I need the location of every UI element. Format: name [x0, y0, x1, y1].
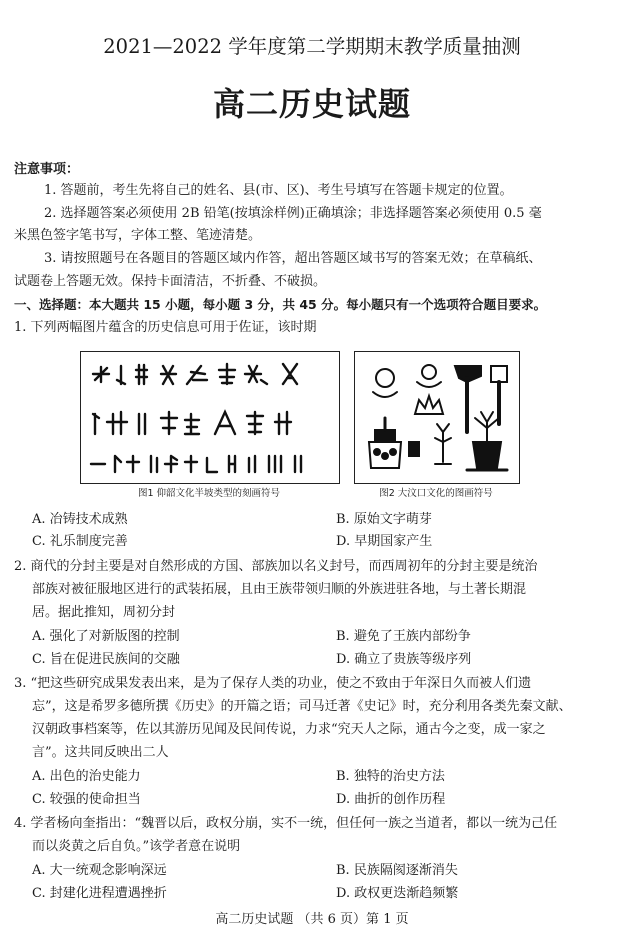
pictograph-symbols-icon	[355, 352, 519, 483]
q4-line-1: 4. 学者杨向奎指出：“魏晋以后，政权分崩，实不一统，但任何一族之当道者，都以一统为己任	[14, 816, 558, 831]
q3-line-2: 忘”，这是希罗多德所撰《历史》的开篇之语；司马迁著《史记》时，充分利用各类先秦文献、	[32, 699, 572, 714]
figure-1-caption: 图1 仰韶文化半坡类型的刻画符号	[137, 488, 281, 499]
figure-1-carved-symbols	[80, 351, 340, 484]
q2-option-b[interactable]: B. 避免了王族内部纷争	[336, 629, 471, 644]
exam-name: 2021—2022 学年度第二学期期末教学质量抽测	[103, 35, 521, 58]
carved-symbols-icon	[81, 352, 339, 483]
figure-2-pictographs	[354, 351, 520, 484]
q3-line-4: 言”。这共同反映出二人	[32, 745, 169, 760]
q2-option-c[interactable]: C. 旨在促进民族间的交融	[32, 652, 180, 667]
q4-option-b[interactable]: B. 民族隔阂逐渐消失	[336, 863, 458, 878]
figure-2-caption: 图2 大汶口文化的图画符号	[379, 488, 493, 499]
q3-option-d[interactable]: D. 曲折的创作历程	[336, 792, 446, 807]
q1-option-a[interactable]: A. 冶铸技术成熟	[32, 512, 128, 527]
q4-option-c[interactable]: C. 封建化进程遭遇挫折	[32, 886, 167, 901]
section-heading: 一、选择题：本大题共 15 小题，每小题 3 分，共 45 分。每小题只有一个选项符合题目要求。	[14, 297, 547, 312]
q1-option-b[interactable]: B. 原始文字萌芽	[336, 512, 432, 527]
q2-line-3: 居。据此推知，周初分封	[32, 605, 176, 620]
q3-line-3: 汉朝政事档案等，佐以其游历见闻及民间传说，力求“究天人之际，通古今之变，成一家之	[32, 722, 546, 737]
page-footer: 高二历史试题 （共 6 页）第 1 页	[215, 912, 409, 927]
q4-option-d[interactable]: D. 政权更迭渐趋频繁	[336, 886, 459, 901]
notice-item-3-line-1: 3. 请按照题号在各题目的答题区域内作答，超出答题区域书写的答案无效；在草稿纸、	[44, 251, 542, 266]
q1-stem: 1. 下列两幅图片蕴含的历史信息可用于佐证，该时期	[14, 320, 317, 335]
q4-line-2: 而以炎黄之后自负。”该学者意在说明	[32, 839, 241, 854]
notice-heading: 注意事项：	[14, 162, 80, 177]
q1-option-d[interactable]: D. 早期国家产生	[336, 534, 433, 549]
q1-option-c[interactable]: C. 礼乐制度完善	[32, 534, 128, 549]
q2-line-1: 2. 商代的分封主要是对自然形成的方国、部族加以名义封号，而西周初年的分封主要是统治	[14, 559, 538, 574]
subject-title: 高二历史试题	[212, 85, 411, 123]
q3-line-1: 3. “把这些研究成果发表出来，是为了保存人类的功业，使之不致由于年深日久而被人们遗	[14, 676, 532, 691]
q2-option-d[interactable]: D. 确立了贵族等级序列	[336, 652, 472, 667]
q4-option-a[interactable]: A. 大一统观念影响深远	[32, 863, 167, 878]
notice-item-1: 1. 答题前，考生先将自己的姓名、县(市、区)、考生号填写在答题卡规定的位置。	[44, 183, 513, 198]
q3-option-b[interactable]: B. 独特的治史方法	[336, 769, 445, 784]
q3-option-a[interactable]: A. 出色的治史能力	[32, 769, 141, 784]
notice-item-3-line-2: 试题卷上答题无效。保持卡面清洁，不折叠、不破损。	[14, 274, 327, 289]
q2-option-a[interactable]: A. 强化了对新版图的控制	[32, 629, 180, 644]
notice-item-2-line-2: 米黑色签字笔书写，字体工整、笔迹清楚。	[14, 228, 262, 243]
q2-line-2: 部族对被征服地区进行的武装拓展，且由王族带领归顺的外族进驻各地，与土著长期混	[32, 582, 527, 597]
q3-option-c[interactable]: C. 较强的使命担当	[32, 792, 141, 807]
notice-item-2-line-1: 2. 选择题答案必须使用 2B 铅笔(按填涂样例)正确填涂；非选择题答案必须使用 0.5 毫	[44, 206, 542, 221]
